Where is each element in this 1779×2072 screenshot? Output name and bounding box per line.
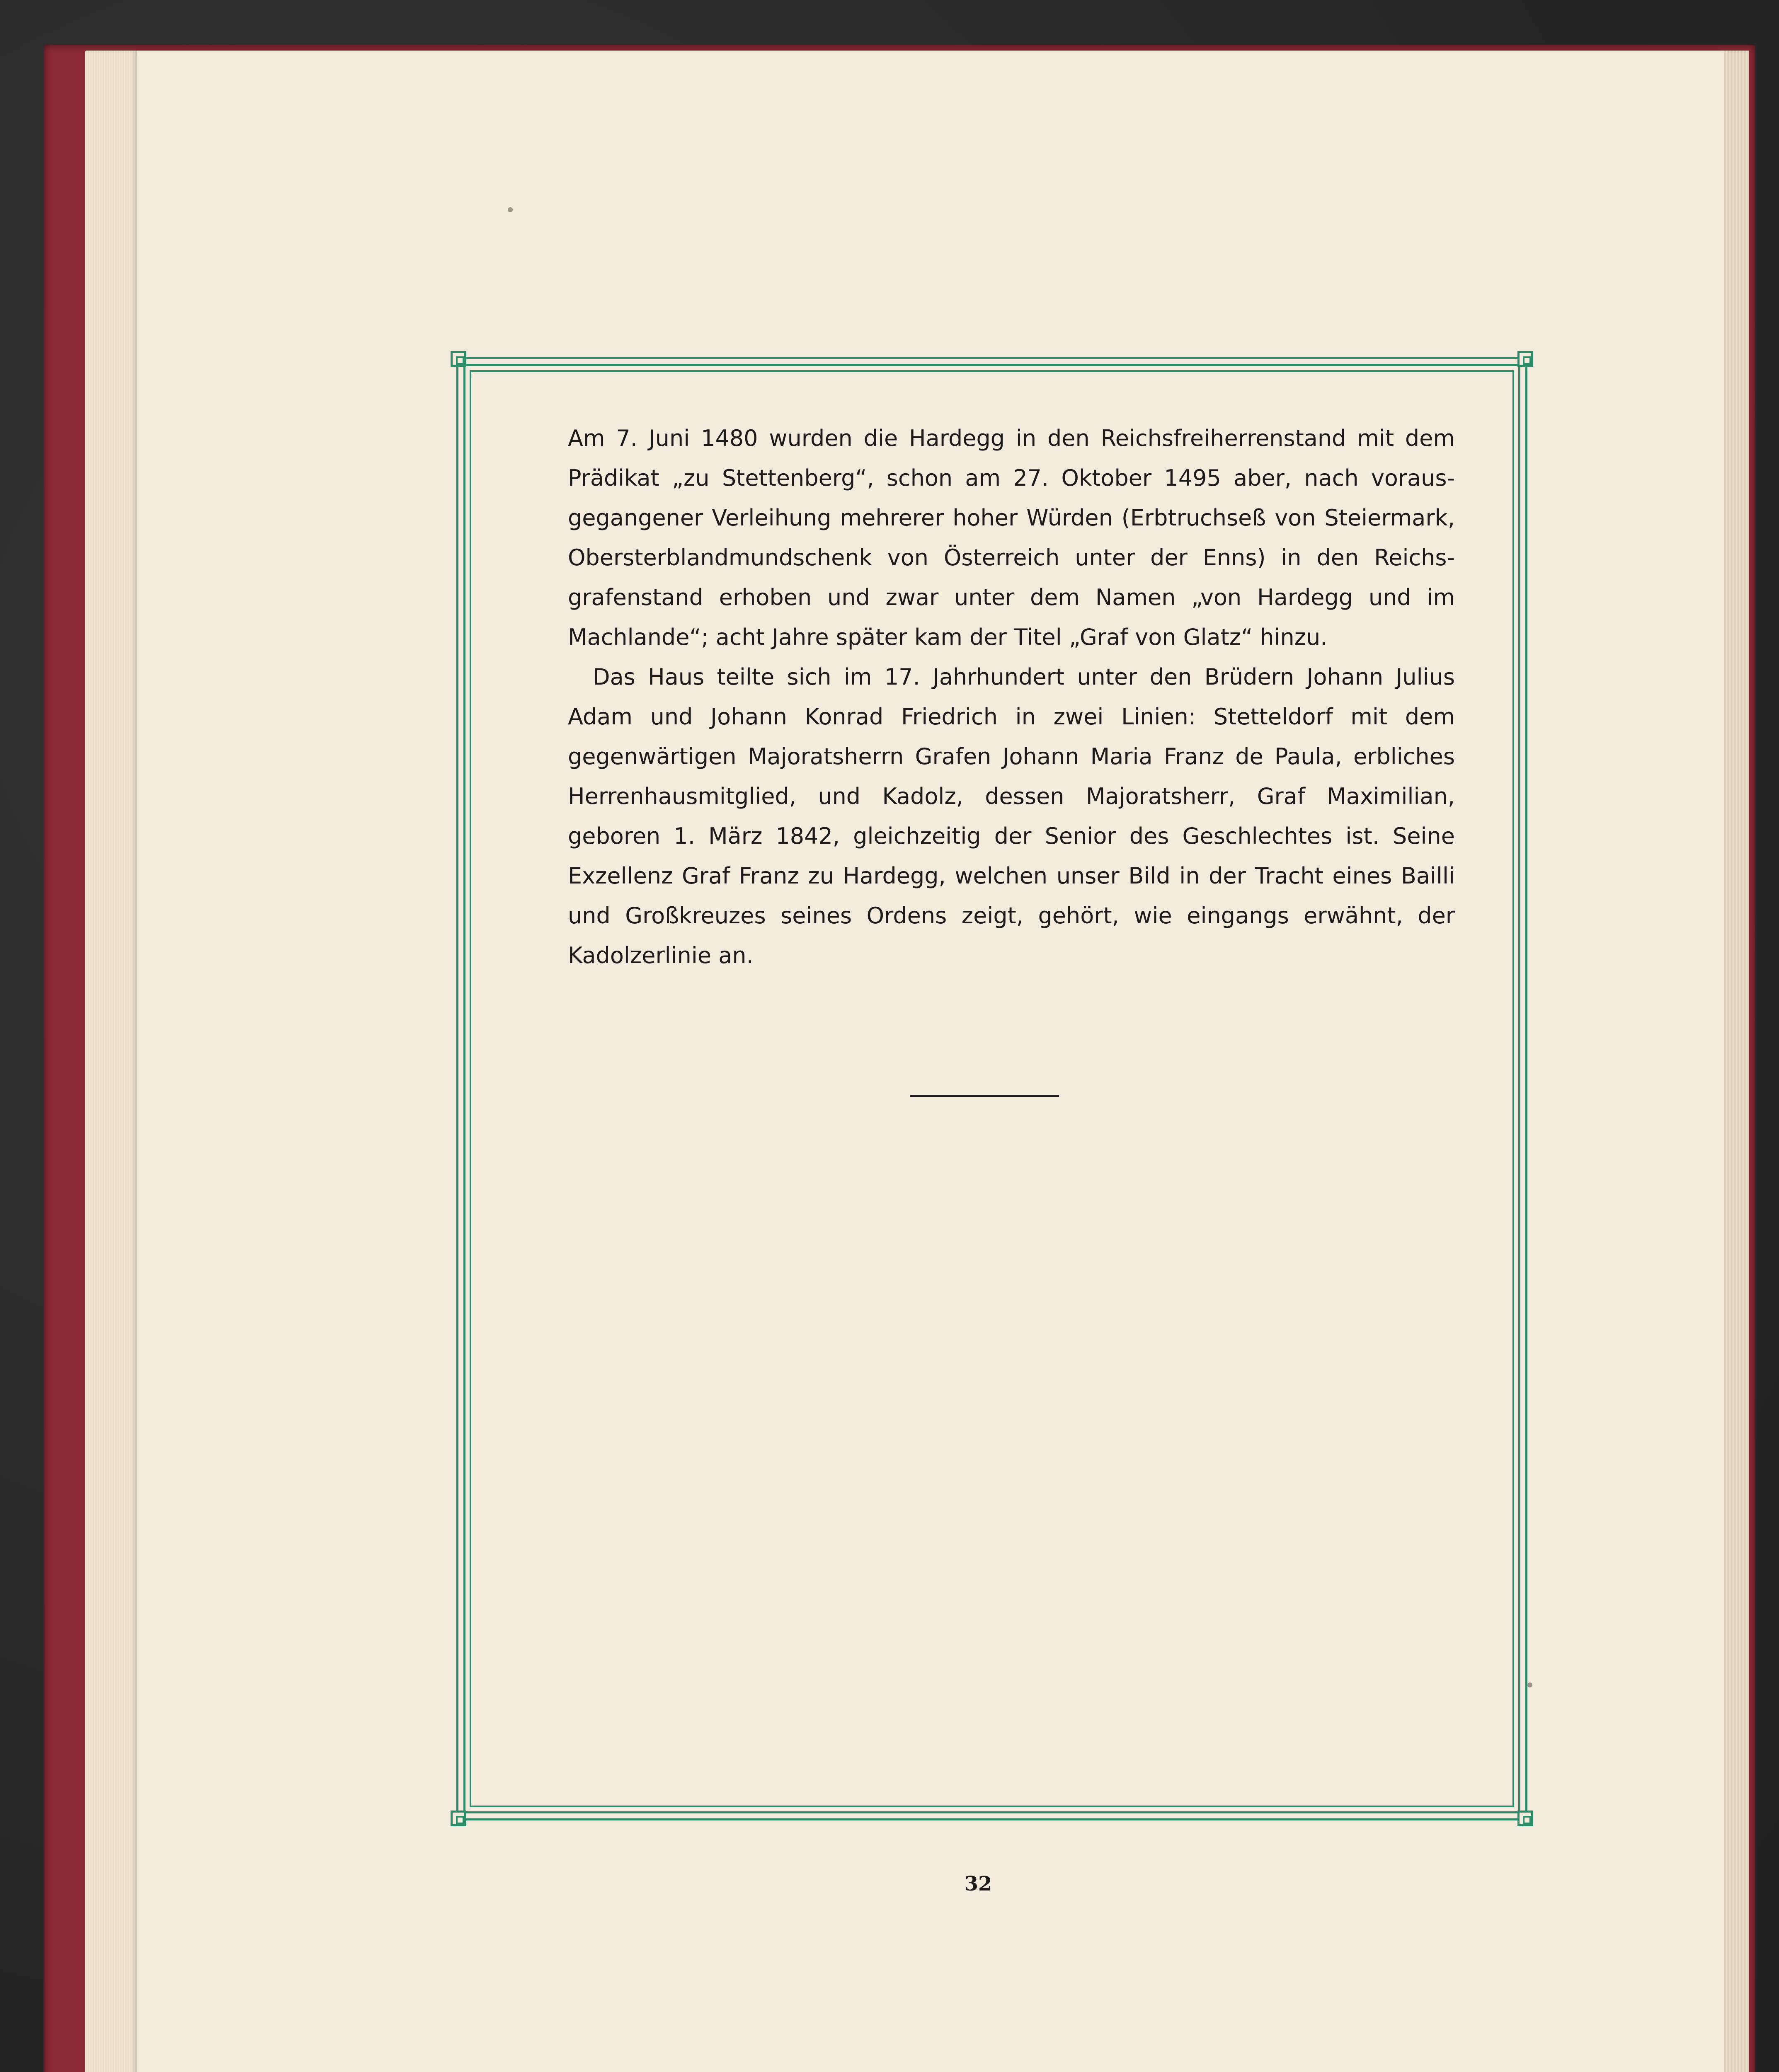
frame-corner-ornament: [451, 351, 466, 367]
page-number: 32: [964, 1872, 992, 1895]
paper-speck: [1527, 1682, 1532, 1687]
body-text: [568, 419, 1455, 975]
frame-corner-ornament: [451, 1811, 466, 1826]
paragraph: Das Haus teilte sich im 17. Jahrhundert unter den Brüdern Johann Julius Adam und Johann Konrad Friedrich in zwei Linien: Stetteldorf mit dem gegenwärtigen Majoratsherrn Grafen Johann Maria Franz de Paula, erbliches Herrenhausmitglied, und Kadolz, dessen Majoratsherr, Graf Maximilian, geboren 1. März 1842, gleichzeitig der Senior des Geschlechtes ist. Seine Exzellenz Graf Franz zu Hardegg, welchen unser Bild in der Tracht eines Bailli und Großkreuzes seines Ordens zeigt, gehört, wie eingangs erwähnt, der Kadolzerlinie an.: [568, 664, 1455, 968]
section-divider-rule: [910, 1095, 1059, 1097]
paragraph: Am 7. Juni 1480 wurden die Hardegg in den Reichsfreiherrenstand mit dem Prädikat „zu Stettenberg“, schon am 27. Oktober 1495 aber, nach voraus-gegangener Verleihung mehrerer hoher Würden (Erbtruchseß von Steiermark, Obersterblandmundschenk von Österreich unter der Enns) in den Reichs-grafenstand erhoben und zwar unter dem Namen „von Hardegg und im Machlande“; acht Jahre später kam der Titel „Graf von Glatz“ hinzu.: [568, 425, 1455, 650]
frame-corner-ornament: [1517, 1811, 1533, 1826]
page-edges-right: [1720, 51, 1749, 2072]
frame-corner-ornament: [1517, 351, 1533, 367]
paper-speck: [508, 207, 513, 212]
